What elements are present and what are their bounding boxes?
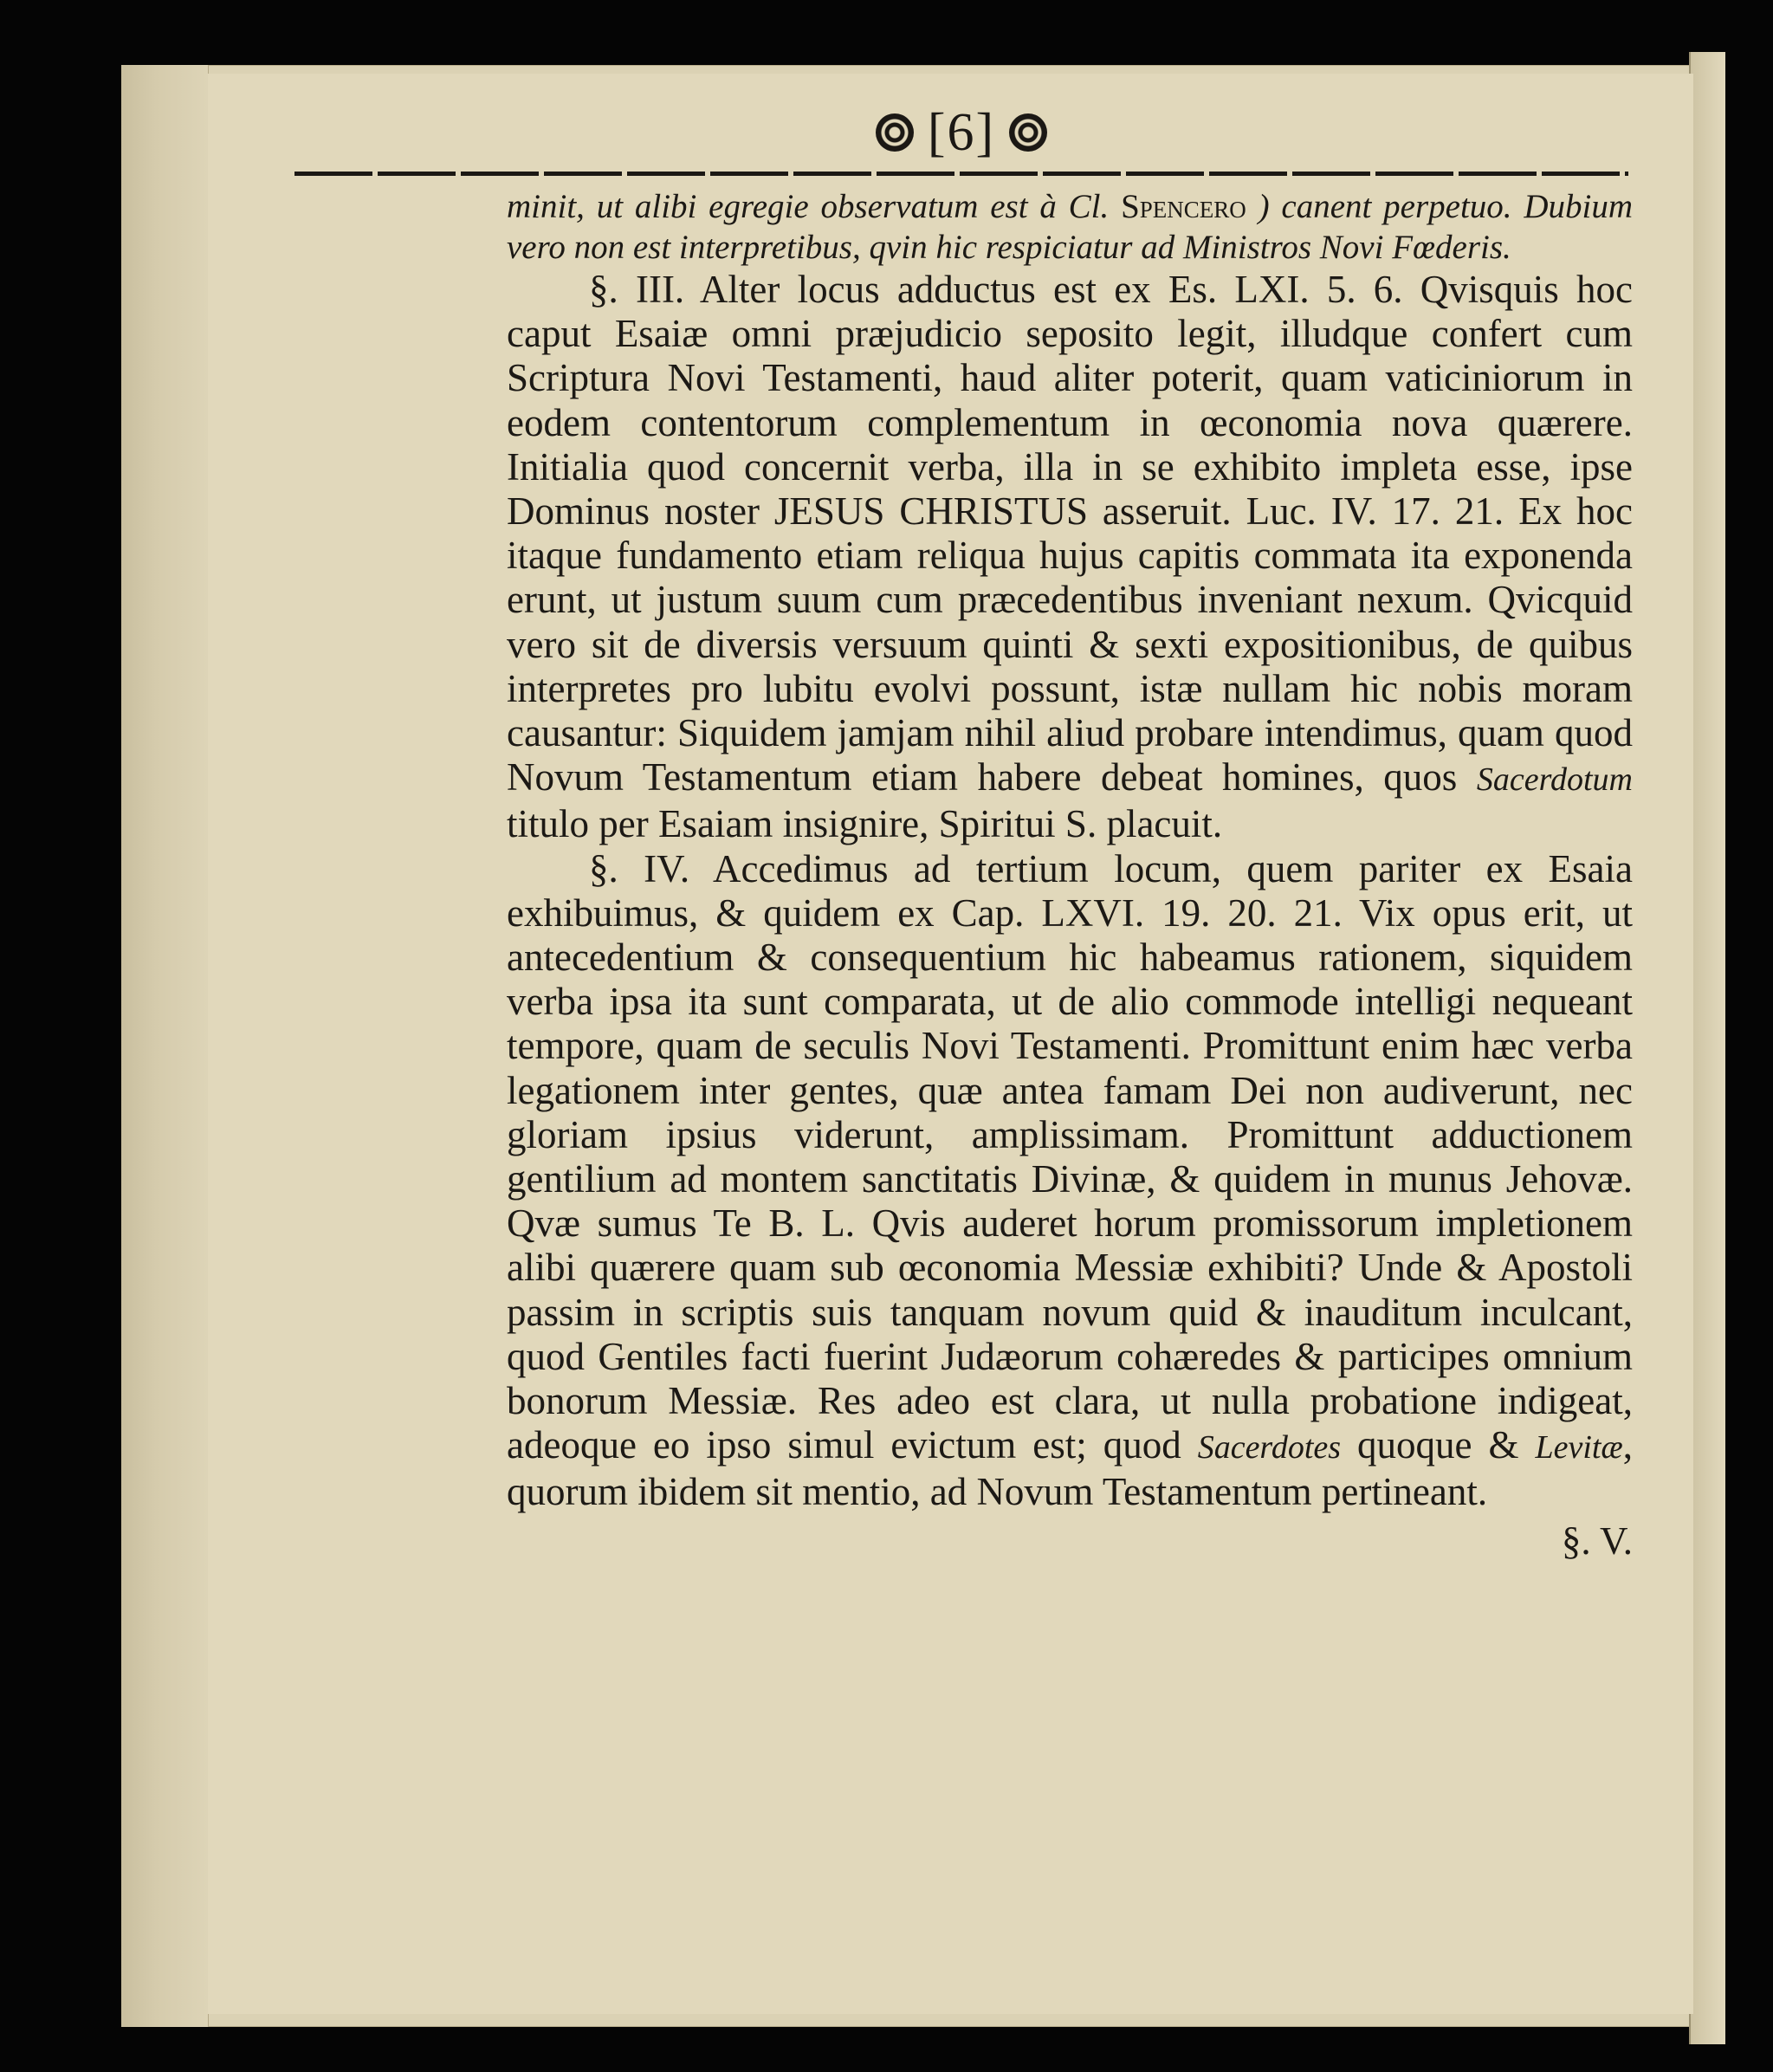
section-4-text-b: quoque & xyxy=(1357,1423,1519,1467)
rosette-ornament-icon xyxy=(1009,113,1047,152)
catchword: §. V. xyxy=(1561,1518,1633,1563)
header-rule xyxy=(294,172,1628,176)
footnote-text-b: ) canent perpetuo. Dubium vero non est interpretibus, qvin hic respiciatur ad Ministros Novi Fœderis. xyxy=(507,188,1634,266)
footnote-name: Spencero xyxy=(1121,188,1246,225)
section-4-italic-1: Sacerdotes xyxy=(1197,1429,1342,1467)
body-text xyxy=(507,186,1633,1567)
section-4-text-a: §. IV. Accedimus ad tertium locum, quem pariter ex Esaia exhibuimus, & quidem ex Cap. LXVI. 19. 20. 21. Vix opus erit, ut antecedentium & consequentium hic habeamus rationem, siquidem verba ipsa ita sunt comparata, ut de alio commode intelligi nequeant tempore, quam de seculis Novi Testamenti. Promittunt enim hæc verba legationem inter gentes, quæ antea famam Dei non audiverunt, nec gloriam ipsius viderunt, amplissimam. Promittunt adductionem gentilium ad montem sanctitatis Divinæ, & quidem in munus Jehovæ. Qvæ sumus Te B. L. Qvis auderet horum promissorum impletionem alibi quærere quam sub œconomia Messiæ exhibiti? Unde & Apostoli passim in scriptis suis tanquam novum quid & inauditum inculcant, quod Gentiles facti fuerint Judæorum cohæredes & participes omnium bonorum Messiæ. Res adeo est clara, ut nulla probatione indigeat, adeoque eo ipso simul evictum est; quod xyxy=(507,846,1633,1467)
section-4-paragraph xyxy=(507,847,1633,1515)
section-3-paragraph xyxy=(507,268,1633,847)
footnote-text-a: minit, ut alibi egregie observatum est à Cl. xyxy=(507,188,1110,225)
section-4-italic-2: Levitæ xyxy=(1535,1429,1623,1467)
section-4-text-c: , quorum ibidem sit mentio, ad Novum Testamentum pertineant. xyxy=(507,1423,1634,1514)
page-edge-left xyxy=(121,65,209,2027)
section-3-text-a: §. III. Alter locus adductus est ex Es. LXI. 5. 6. Qvisquis hoc caput Esaiæ omni præjudicio seposito legit, illudque confert cum Scriptura Novi Testamenti, haud aliter poterit, quam vaticiniorum in eodem contentorum complementum in œconomia nova quærere. Initialia quod concernit verba, illa in se exhibito impleta esse, ipse Dominus noster JESUS CHRISTUS asseruit. Luc. IV. 17. 21. Ex hoc itaque fundamento etiam reliqua hujus capitis commata ita exponenda erunt, ut justum suum cum præcedentibus inveniant nexum. Qvicquid vero sit de diversis versuum quinti & sexti expositionibus, de quibus interpretes pro lubitu evolvi possunt, istæ nullam hic nobis moram causantur: Siquidem jamjam nihil aliud probare intendimus, quam quod Novum Testamentum etiam habere debeat homines, quos xyxy=(507,268,1633,800)
page-number: [6] xyxy=(927,103,996,162)
section-3-italic: Sacerdotum xyxy=(1476,761,1634,799)
page-header xyxy=(294,102,1628,180)
page-edge-right xyxy=(1689,52,1725,2044)
section-3-text-b: titulo per Esaiam insignire, Spiritui S. placuit. xyxy=(507,802,1223,846)
footnote-continuation xyxy=(507,186,1633,268)
rosette-ornament-icon xyxy=(876,113,914,152)
page-number-line xyxy=(294,102,1628,164)
